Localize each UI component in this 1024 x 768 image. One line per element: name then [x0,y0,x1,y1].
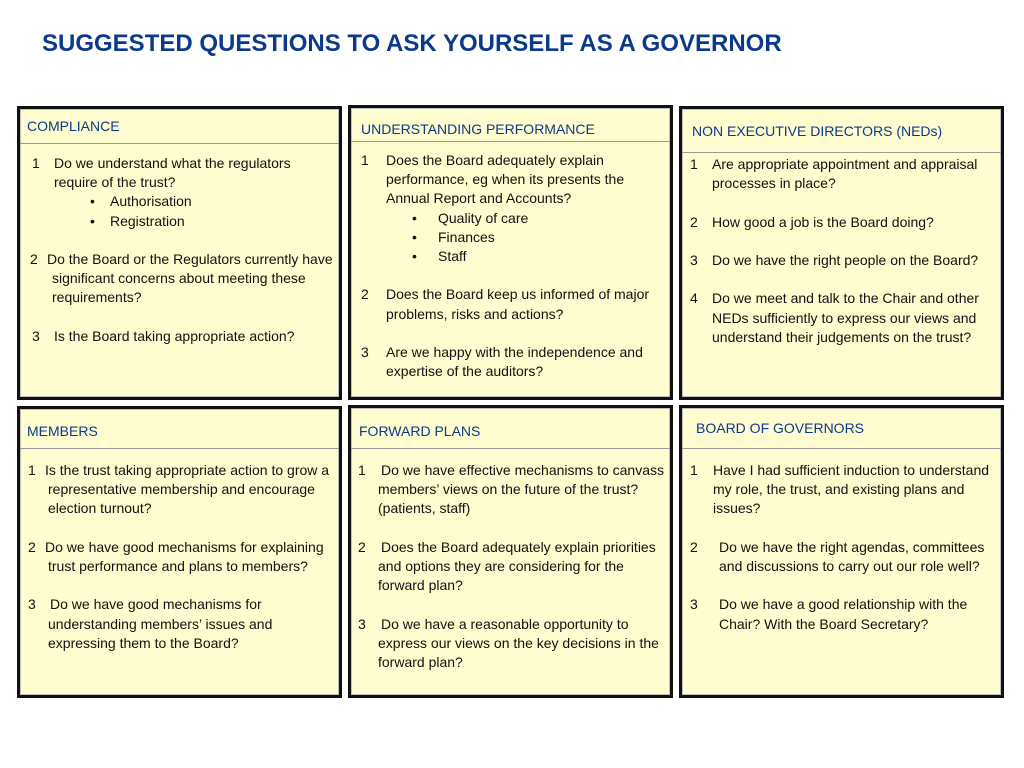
question-number: 1 [32,155,40,171]
non-executive-directors-box [679,106,1004,400]
question-number: 3 [690,251,698,268]
understanding-performance-heading: UNDERSTANDING PERFORMANCE [351,108,670,142]
ned-question-2 [690,213,997,232]
forward-plans-question-1 [358,461,666,519]
bullet-item: • Quality of care [412,209,529,226]
members-box [17,406,342,698]
question-text: Do we have good mechanisms for understanding members’ issues and expressing them to the Board? [48,596,273,651]
compliance-heading: COMPLIANCE [20,109,339,144]
non-executive-directors-heading: NON EXECUTIVE DIRECTORS (NEDs) [682,109,1001,153]
question-text: Is the trust taking appropriate action to grow a representative membership and encourage election turnout? [45,462,330,517]
question-number: 1 [690,156,698,172]
question-text: Do we have the right agendas, committees and discussions to carry out our role well? [719,538,985,574]
question-number: 2 [690,213,698,230]
compliance-question-2 [30,250,335,308]
question-text: Is the Board taking appropriate action? [54,327,295,344]
forward-plans-heading: FORWARD PLANS [351,408,670,449]
performance-question-1 [361,151,666,266]
page-title: SUGGESTED QUESTIONS TO ASK YOURSELF AS A GOVERNOR [42,30,782,57]
members-heading: MEMBERS [20,409,339,449]
compliance-question-3 [32,327,335,346]
ned-question-4 [690,289,997,347]
question-number: 3 [358,615,366,632]
question-number: 1 [28,462,36,478]
question-text: Have I had sufficient induction to understand my role, the trust, and existing plans and issues? [713,462,990,517]
bullet-item: • Registration [90,212,185,229]
question-number: 2 [30,251,38,267]
governors-question-3 [690,595,997,633]
performance-question-3 [361,343,666,381]
question-number: 4 [690,290,698,307]
question-number: 3 [32,327,40,344]
question-number: 1 [690,462,698,478]
ned-question-3 [690,251,997,270]
question-text: Do we have a reasonable opportunity to express our views on the key decisions in the forward plan? [378,615,659,670]
question-text: Do we have effective mechanisms to canvass members’ views on the future of the trust? (patients, staff) [378,462,664,517]
question-text: Are we happy with the independence and expertise of the auditors? [386,344,643,380]
question-number: 3 [690,596,698,613]
question-text: Does the Board adequately explain performance, eg when its presents the Annual Report and Accounts? [386,152,625,207]
governors-question-2 [690,538,997,576]
question-text: Do we have good mechanisms for explaining trust performance and plans to members? [45,538,324,574]
question-number: 2 [28,538,36,555]
members-question-3 [28,595,335,653]
bullet-item: • Staff [412,248,467,265]
question-number: 3 [28,596,36,613]
governors-question-1 [690,461,997,519]
forward-plans-question-3 [358,615,666,673]
bullet-item: • Authorisation [90,193,192,210]
compliance-question-1 [32,154,335,231]
question-number: 2 [361,286,369,303]
question-text: Does the Board keep us informed of major problems, risks and actions? [386,286,650,322]
understanding-performance-box [348,105,673,400]
question-text: Are appropriate appointment and appraisal processes in place? [712,156,978,192]
forward-plans-box [348,405,673,698]
question-text: Do we meet and talk to the Chair and other NEDs sufficiently to express our views and understand their judgements on the trust? [712,290,979,345]
performance-question-2 [361,285,666,323]
bullet-item: • Finances [412,228,495,245]
members-question-2 [28,538,335,576]
question-number: 1 [361,152,369,168]
board-of-governors-box [679,405,1004,698]
question-text: Do we have the right people on the Board? [712,251,979,268]
question-text: Does the Board adequately explain priorities and options they are considering for the forward plan? [378,538,656,594]
members-question-1 [28,461,335,519]
question-number: 2 [358,538,366,555]
question-text: How good a job is the Board doing? [712,213,934,230]
forward-plans-question-2 [358,538,666,596]
compliance-box [17,106,342,400]
question-text: Do we understand what the regulators require of the trust? [54,155,291,191]
question-number: 3 [361,344,369,360]
question-text: Do we have a good relationship with the Chair? With the Board Secretary? [719,596,968,632]
board-of-governors-heading: BOARD OF GOVERNORS [682,408,1001,449]
question-text: Do the Board or the Regulators currently have significant concerns about meeting these requirements? [47,251,333,306]
question-number: 1 [358,462,366,478]
ned-question-1 [690,155,997,193]
question-number: 2 [690,538,698,555]
